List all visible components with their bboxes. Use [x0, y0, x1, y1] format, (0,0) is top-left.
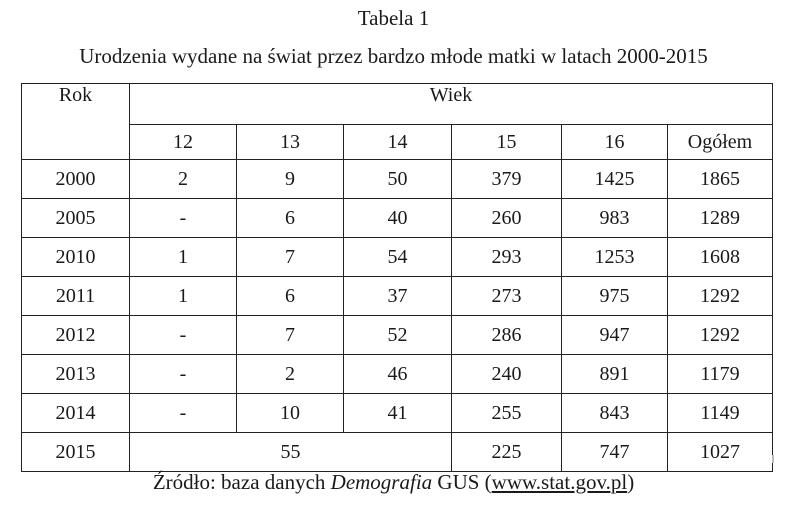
- table-cell: 983: [562, 199, 668, 238]
- table-cell: 2: [130, 160, 237, 199]
- table-cell: 255: [452, 394, 562, 433]
- table-row: [22, 277, 773, 316]
- age-header: 15: [452, 125, 562, 160]
- table-cell: 379: [452, 160, 562, 199]
- table-cell: 1: [130, 238, 237, 277]
- table-cell: 1425: [562, 160, 668, 199]
- table-title: Urodzenia wydane na świat przez bardzo młode matki w latach 2000-2015: [79, 44, 708, 68]
- table-cell: 10: [237, 394, 344, 433]
- source-prefix: Źródło: baza danych: [152, 470, 331, 494]
- header-row-1: [22, 84, 773, 125]
- table-cell: -: [130, 316, 237, 355]
- births-table: [21, 83, 773, 472]
- table-cell: 6: [237, 199, 344, 238]
- source-middle: GUS (: [432, 470, 492, 494]
- table-cell: 975: [562, 277, 668, 316]
- table-cell: 225: [452, 433, 562, 472]
- source-note: [0, 470, 787, 495]
- table-cell: -: [130, 199, 237, 238]
- table-cell: 2: [237, 355, 344, 394]
- table-cell: 9: [237, 160, 344, 199]
- source-database-name: Demografia: [330, 470, 433, 494]
- table-cell: -: [130, 394, 237, 433]
- table-cell: 747: [562, 433, 668, 472]
- wiek-header: Wiek: [130, 84, 773, 125]
- table-cell: 37: [344, 277, 452, 316]
- table-row: [22, 316, 773, 355]
- table-row: [22, 394, 773, 433]
- source-suffix: ): [627, 470, 635, 494]
- rok-header: Rok: [22, 84, 130, 160]
- table-cell: 40: [344, 199, 452, 238]
- table-cell: 7: [237, 238, 344, 277]
- table-cell: 46: [344, 355, 452, 394]
- table-row: [22, 238, 773, 277]
- table-row: [22, 160, 773, 199]
- table-cell: 52: [344, 316, 452, 355]
- table-cell: 293: [452, 238, 562, 277]
- table-cell: 240: [452, 355, 562, 394]
- year-cell: 2010: [22, 238, 130, 277]
- age-header: 16: [562, 125, 668, 160]
- merged-age-12-14-cell: 55: [130, 433, 452, 472]
- table-cell: 843: [562, 394, 668, 433]
- table-cell: 50: [344, 160, 452, 199]
- table-cell: 41: [344, 394, 452, 433]
- table-cell: 1: [130, 277, 237, 316]
- header-row-2: [22, 125, 773, 160]
- total-cell: 1292: [668, 316, 773, 355]
- total-cell: 1149: [668, 394, 773, 433]
- table-cell: 947: [562, 316, 668, 355]
- table-label: Tabela 1: [357, 6, 430, 30]
- table-cell: -: [130, 355, 237, 394]
- year-cell: 2011: [22, 277, 130, 316]
- year-cell: 2005: [22, 199, 130, 238]
- total-cell: 1608: [668, 238, 773, 277]
- table-row: [22, 433, 773, 472]
- table-cell: 1253: [562, 238, 668, 277]
- total-cell: 1865: [668, 160, 773, 199]
- total-cell: 1292: [668, 277, 773, 316]
- total-cell: 1179: [668, 355, 773, 394]
- table-cell: 54: [344, 238, 452, 277]
- table-row: [22, 355, 773, 394]
- age-header: 13: [237, 125, 344, 160]
- table-cell: 286: [452, 316, 562, 355]
- source-link[interactable]: www.stat.gov.pl: [491, 470, 628, 494]
- table-cell: 891: [562, 355, 668, 394]
- age-header: 14: [344, 125, 452, 160]
- table-row: [22, 199, 773, 238]
- total-cell: 1289: [668, 199, 773, 238]
- age-header: 12: [130, 125, 237, 160]
- year-cell: 2000: [22, 160, 130, 199]
- total-header: Ogółem: [668, 125, 773, 160]
- year-cell: 2013: [22, 355, 130, 394]
- table-cell: 6: [237, 277, 344, 316]
- table-cell: 260: [452, 199, 562, 238]
- year-cell: 2014: [22, 394, 130, 433]
- year-cell: 2012: [22, 316, 130, 355]
- page-edge-mark: [772, 455, 774, 463]
- table-cell: 273: [452, 277, 562, 316]
- year-cell: 2015: [22, 433, 130, 472]
- table-cell: 7: [237, 316, 344, 355]
- total-cell: 1027: [668, 433, 773, 472]
